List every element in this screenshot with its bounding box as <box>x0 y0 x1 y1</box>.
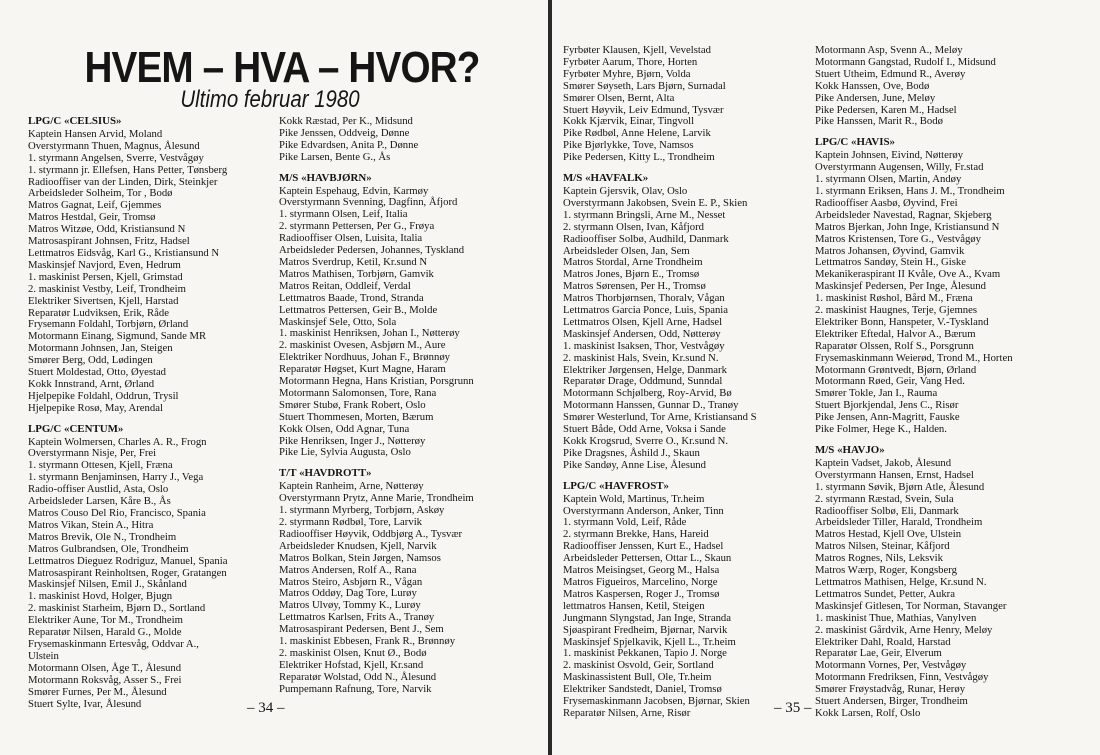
crew-entry: Matros Andersen, Rolf A., Rana <box>279 563 417 576</box>
column-1 <box>28 116 227 710</box>
crew-entry: 2. maskinist Ovesen, Asbjørn M., Aure <box>279 339 446 352</box>
crew-entry: Arbeidsleder Pedersen, Johannes, Tyskland <box>279 244 465 257</box>
ship-section <box>815 445 1013 720</box>
ship-heading: LPG/C «HAVIS» <box>815 136 895 149</box>
crew-entry: Lettmatros Eidsvåg, Karl G., Kristiansund N <box>28 246 220 259</box>
ship-heading: LPG/C «CENTUM» <box>28 422 124 435</box>
crew-entry: Frysemaskinmann Ertesvåg, Oddvar A., <box>28 637 199 650</box>
crew-entry: Kaptein Johnsen, Eivind, Nøtterøy <box>815 149 964 162</box>
crew-entry: Radiooffiser van der Linden, Dirk, Steinkjer <box>28 175 218 188</box>
ship-section <box>815 45 1013 128</box>
crew-entry: Lettmatros Pettersen, Geir B., Molde <box>279 303 438 316</box>
crew-entry: 1. styrmann Søvik, Bjørn Atle, Ålesund <box>815 480 985 493</box>
crew-entry: Motormann Grøntvedt, Bjørn, Ørland <box>815 363 977 376</box>
crew-entry: Lettmatros Sundet, Petter, Aukra <box>815 587 955 600</box>
crew-entry: Lettmatros Sandøy, Stein H., Giske <box>815 256 966 269</box>
crew-entry: 2. maskinist Gårdvik, Arne Henry, Meløy <box>815 623 993 636</box>
crew-entry: Pike Andersen, June, Meløy <box>815 91 936 104</box>
crew-entry: Elektriker Sandstedt, Daniel, Tromsø <box>563 683 722 696</box>
crew-entry: Elektriker Aune, Tor M., Trondheim <box>28 614 183 627</box>
crew-entry: Elektriker Sivertsen, Kjell, Harstad <box>28 294 179 307</box>
crew-entry: Fyrbøter Aarum, Thore, Horten <box>563 55 698 68</box>
crew-entry: Jungmann Slyngstad, Jan Inge, Stranda <box>563 611 732 624</box>
crew-entry: Stuert Andersen, Birger, Trondheim <box>815 695 968 708</box>
crew-entry: Overstyrmann Nisje, Per, Frei <box>28 447 157 460</box>
crew-entry: 2. maskinist Olsen, Knut Ø., Bodø <box>279 646 427 659</box>
crew-entry: Matros Oddøy, Dag Tore, Lurøy <box>279 587 417 600</box>
crew-entry: 2. maskinist Haugnes, Terje, Gjemnes <box>815 304 978 317</box>
crew-entry: Radiooffiser Jenssen, Kurt E., Hadsel <box>563 540 724 553</box>
crew-entry: Pike Rødbøl, Anne Helene, Larvik <box>563 127 711 140</box>
crew-entry: Pike Pedersen, Kitty L., Trondheim <box>563 151 715 164</box>
ship-section <box>28 116 227 415</box>
crew-entry: Lettmatros Olsen, Kjell Arne, Hadsel <box>563 315 723 328</box>
crew-entry: Kaptein Vadset, Jakob, Ålesund <box>815 456 952 469</box>
crew-entry: Matros Witzøe, Odd, Kristiansund N <box>28 223 186 236</box>
crew-entry: Matros Mathisen, Torbjørn, Gamvik <box>279 267 434 280</box>
crew-entry: Pike Dragsnes, Åshild J., Skaun <box>563 446 700 459</box>
crew-entry: 2. maskinist Osvold, Geir, Sortland <box>563 659 714 672</box>
crew-entry: Matros Bolkan, Stein Jørgen, Namsos <box>279 551 441 564</box>
crew-entry: 1. maskinist Hovd, Holger, Bjugn <box>28 590 173 603</box>
crew-entry: Motormann Asp, Svenn A., Meløy <box>815 44 963 56</box>
crew-entry: Matros Vikan, Stein A., Hitra <box>28 518 154 531</box>
crew-entry: Raparatør Olssen, Rolf S., Porsgrunn <box>815 339 974 352</box>
crew-entry: Arbeidsleder Olsen, Jan, Sem <box>563 244 690 257</box>
crew-entry: Maskinsjef Spjelkavik, Kjell L., Tr.heim <box>563 635 736 648</box>
column-3 <box>563 45 757 720</box>
crew-entry: Matros Thorbjørnsen, Thoralv, Vågan <box>563 292 725 305</box>
crew-entry: Pumpemann Rafnung, Tore, Narvik <box>279 682 432 695</box>
right-page <box>552 0 1100 755</box>
crew-entry: Matros Bjerkan, John Inge, Kristiansund N <box>815 220 1000 233</box>
crew-entry: Matros Hestdal, Geir, Tromsø <box>28 211 156 224</box>
crew-entry: Stuert Både, Odd Arne, Voksa i Sande <box>563 423 726 436</box>
ship-section <box>563 481 757 720</box>
crew-entry: 1. styrmann Benjaminsen, Harry J., Vega <box>28 471 204 484</box>
crew-entry: Overstyrmann Anderson, Anker, Tinn <box>563 504 724 517</box>
crew-entry: Smører Stubø, Frank Robert, Oslo <box>279 398 426 411</box>
crew-entry: Matros Steiro, Asbjørn R., Vågan <box>279 575 423 588</box>
crew-entry: Kaptein Gjersvik, Olav, Oslo <box>563 184 688 197</box>
crew-entry: Elektriker Jørgensen, Helge, Danmark <box>563 363 727 376</box>
crew-entry: Motormann Røed, Geir, Vang Hed. <box>815 375 965 388</box>
ship-section <box>815 137 1013 436</box>
crew-entry: Matrosaspirant Pedersen, Bent J., Sem <box>279 623 444 636</box>
crew-entry: 1. maskinist Persen, Kjell, Grimstad <box>28 270 183 283</box>
crew-entry: Overstyrmann Svenning, Dagfinn, Åfjord <box>279 196 458 209</box>
crew-entry: Smører Olsen, Bernt, Alta <box>563 91 675 104</box>
column-2 <box>279 116 474 696</box>
crew-entry: Kaptein Ranheim, Arne, Nøtterøy <box>279 480 424 493</box>
crew-entry: Stuert Sylte, Ivar, Ålesund <box>28 697 142 710</box>
crew-entry: Matros Sørensen, Per H., Tromsø <box>563 280 706 293</box>
crew-entry: Arbeidsleder Knudsen, Kjell, Narvik <box>279 539 437 552</box>
crew-entry: Lettmatros Dieguez Rodriguz, Manuel, Spania <box>28 554 228 567</box>
crew-entry: Motormann Johnsen, Jan, Steigen <box>28 342 173 355</box>
ship-section <box>563 173 757 472</box>
crew-entry: 1. maskinist Røshol, Bård M., Fræna <box>815 292 973 305</box>
crew-entry: Smører Søyseth, Lars Bjørn, Surnadal <box>563 79 726 92</box>
crew-entry: Kokk Larsen, Rolf, Oslo <box>815 706 921 719</box>
crew-entry: Arbeidsleder Solheim, Tor , Bodø <box>28 187 173 200</box>
crew-entry: Elektriker Dahl, Roald, Harstad <box>815 635 951 648</box>
crew-entry: 2. styrmann Pettersen, Per G., Frøya <box>279 220 435 233</box>
crew-entry: Kaptein Espehaug, Edvin, Karmøy <box>279 184 429 197</box>
crew-entry: Stuert Høyvik, Leiv Edmund, Tysvær <box>563 103 724 116</box>
crew-entry: Reparatør Nilsen, Harald G., Molde <box>28 626 182 639</box>
crew-entry: Matros Kristensen, Tore G., Vestvågøy <box>815 232 981 245</box>
crew-entry: Matros Jones, Bjørn E., Tromsø <box>563 268 700 281</box>
crew-entry: Elektriker Eftedal, Halvor A., Bærum <box>815 327 976 340</box>
crew-entry: Matrosaspirant Reinholtsen, Roger, Gratangen <box>28 566 227 579</box>
crew-entry: Motormann Fredriksen, Finn, Vestvågøy <box>815 671 989 684</box>
crew-entry: Elektriker Bonn, Hanspeter, V.-Tyskland <box>815 315 989 328</box>
page-number-right: – 35 – <box>774 700 812 716</box>
crew-entry: 1. maskinist Ebbesen, Frank R., Brønnøy <box>279 635 456 648</box>
crew-entry: 1. styrmann Eriksen, Hans J. M., Trondheim <box>815 184 1005 197</box>
ship-section <box>279 468 474 695</box>
crew-entry: Reparatør Høgset, Kurt Magne, Haram <box>279 363 446 376</box>
ship-heading: M/S «HAVJO» <box>815 444 885 456</box>
crew-entry: Matros Stordal, Arne Trondheim <box>563 256 703 269</box>
crew-entry: Radiooffiser Solbø, Audhild, Danmark <box>563 232 729 245</box>
crew-entry: Pike Jenssen, Oddveig, Dønne <box>279 126 410 139</box>
crew-entry: Kokk Kjærvik, Einar, Tingvoll <box>563 115 695 128</box>
crew-entry: Pike Bjørlykke, Tove, Namsos <box>563 139 694 152</box>
crew-entry: Frysemann Foldahl, Torbjørn, Ørland <box>28 318 189 331</box>
crew-entry: 1. styrmann Bringsli, Arne M., Nesset <box>563 208 726 221</box>
crew-entry: Matros Johansen, Øyvind, Gamvik <box>815 244 965 257</box>
crew-entry: Kokk Olsen, Odd Agnar, Tuna <box>279 422 410 435</box>
crew-entry: Pike Folmer, Hege K., Halden. <box>815 423 947 436</box>
ship-section <box>279 173 474 460</box>
crew-entry: Pike Jensen, Ann-Magritt, Fauske <box>815 411 960 424</box>
crew-entry: Radiooffiser Aasbø, Øyvind, Frei <box>815 196 958 209</box>
crew-entry: 2. maskinist Vestby, Leif, Trondheim <box>28 282 186 295</box>
crew-entry: 1. maskinist Isaksen, Thor, Vestvågøy <box>563 339 725 352</box>
crew-entry: Matros Kaspersen, Roger J., Tromsø <box>563 587 720 600</box>
crew-entry: Hjelpepike Foldahl, Oddrun, Trysil <box>28 389 179 402</box>
crew-entry: Pike Edvardsen, Anita P., Dønne <box>279 138 419 151</box>
ship-section <box>279 116 474 164</box>
crew-entry: Elektriker Hofstad, Kjell, Kr.sand <box>279 658 424 671</box>
crew-entry: Matros Brevik, Ole N., Trondheim <box>28 530 177 543</box>
crew-entry: Reparatør Drage, Oddmund, Sunndal <box>563 375 723 388</box>
crew-entry: Motormann Olsen, Åge T., Ålesund <box>28 661 182 674</box>
crew-entry: Lettmatros Karlsen, Frits A., Tranøy <box>279 611 435 624</box>
crew-entry: 1. styrmann Myrberg, Torbjørn, Askøy <box>279 504 445 517</box>
crew-entry: Maskinassistent Bull, Ole, Tr.heim <box>563 671 712 684</box>
crew-entry: Fyrbøter Klausen, Kjell, Vevelstad <box>563 44 711 56</box>
crew-entry: Reparatør Nilsen, Arne, Risør <box>563 706 691 719</box>
crew-entry: Hjelpepike Rosø, May, Arendal <box>28 401 163 414</box>
crew-entry: Maskinsjef Sele, Otto, Sola <box>279 315 397 328</box>
crew-entry: Matros Couso Del Rio, Francisco, Spania <box>28 507 206 519</box>
page-subtitle: Ultimo februar 1980 <box>180 86 360 113</box>
crew-entry: Kokk Krogsrud, Sverre O., Kr.sund N. <box>563 435 729 447</box>
crew-entry: 2. styrmann Brekke, Hans, Hareid <box>563 528 709 541</box>
crew-entry: Matros Figueiros, Marcelino, Norge <box>563 575 718 588</box>
crew-entry: Kokk Innstrand, Arnt, Ørland <box>28 377 155 390</box>
crew-entry: Smører Berg, Odd, Lødingen <box>28 354 153 367</box>
crew-entry: Matros Sverdrup, Ketil, Kr.sund N <box>279 255 428 268</box>
crew-entry: Matros Gulbrandsen, Ole, Trondheim <box>28 542 189 555</box>
crew-entry: Kaptein Wolmersen, Charles A. R., Frogn <box>28 435 207 448</box>
crew-entry: Arbeidsleder Larsen, Kåre B., Ås <box>28 495 171 508</box>
crew-entry: Maskinsjef Andersen, Odd, Nøtterøy <box>563 327 721 340</box>
crew-entry: Motormann Hanssen, Gunnar D., Tranøy <box>563 399 739 412</box>
crew-entry: Overstyrmann Prytz, Anne Marie, Trondheim <box>279 492 474 505</box>
crew-entry: Matros Rognes, Nils, Leksvik <box>815 552 943 565</box>
crew-entry: Reparatør Wolstad, Odd N., Ålesund <box>279 670 437 683</box>
crew-entry: Matros Reitan, Oddleif, Verdal <box>279 279 411 292</box>
crew-entry: Matros Gagnat, Leif, Gjemmes <box>28 199 162 212</box>
crew-entry: Pike Pedersen, Karen M., Hadsel <box>815 103 957 116</box>
page-number-left: – 34 – <box>247 700 285 716</box>
crew-entry: Lettmatros Garcia Ponce, Luis, Spania <box>563 304 729 317</box>
crew-entry: Stuert Moldestad, Otto, Øyestad <box>28 366 167 379</box>
crew-entry: Overstyrmann Augensen, Willy, Fr.stad <box>815 161 984 174</box>
crew-entry: Pike Sandøy, Anne Lise, Ålesund <box>563 458 706 471</box>
ship-heading: M/S «HAVBJØRN» <box>279 171 372 184</box>
crew-entry: Radiooffiser Olsen, Luisita, Italia <box>279 232 423 245</box>
crew-entry: Lettmatros Mathisen, Helge, Kr.sund N. <box>815 575 987 588</box>
crew-entry: Arbeidsleder Tiller, Harald, Trondheim <box>815 516 983 529</box>
crew-entry: Mekanikeraspirant II Kvåle, Ove A., Kvam <box>815 268 1001 281</box>
crew-entry: Kaptein Wold, Martinus, Tr.heim <box>563 492 705 505</box>
crew-entry: Maskinsjef Gitlesen, Tor Norman, Stavanger <box>815 599 1007 612</box>
crew-entry: Pike Hanssen, Marit R., Bodø <box>815 115 943 128</box>
crew-entry: Reparatør Lae, Geir, Elverum <box>815 647 942 660</box>
crew-entry: Pike Lie, Sylvia Augusta, Oslo <box>279 446 411 459</box>
crew-entry: Frysemaskinmann Jacobsen, Bjørnar, Skien <box>563 695 750 708</box>
crew-entry: Maskinsjef Navjord, Even, Hedrum <box>28 258 181 271</box>
crew-entry: Motormann Schjølberg, Roy-Arvid, Bø <box>563 387 732 400</box>
crew-entry: 2. styrmann Ræstad, Svein, Sula <box>815 492 954 505</box>
crew-entry: Ulstein <box>28 649 59 662</box>
crew-entry: Lettmatros Baade, Trond, Stranda <box>279 291 424 304</box>
crew-entry: Stuert Thommesen, Morten, Bærum <box>279 410 434 423</box>
crew-entry: 1. styrmann Ottesen, Kjell, Fræna <box>28 459 173 472</box>
crew-entry: Matros Wærp, Roger, Kongsberg <box>815 564 957 577</box>
crew-entry: Maskinsjef Pedersen, Per Inge, Ålesund <box>815 280 986 293</box>
crew-entry: 1. styrmann Olsen, Leif, Italia <box>279 208 408 221</box>
crew-entry: 2. styrmann Rødbøl, Tore, Larvik <box>279 516 423 528</box>
ship-heading: T/T «HAVDROTT» <box>279 467 372 480</box>
crew-entry: Motormann Einang, Sigmund, Sande MR <box>28 330 207 343</box>
crew-entry: Kokk Ræstad, Per K., Midsund <box>279 115 413 127</box>
crew-entry: Matros Nilsen, Steinar, Kåfjord <box>815 540 950 553</box>
ship-heading: M/S «HAVFALK» <box>563 172 649 185</box>
crew-entry: Overstyrmann Thuen, Magnus, Ålesund <box>28 139 200 152</box>
crew-entry: Stuert Bjorkjendal, Jens C., Risør <box>815 399 959 412</box>
crew-entry: 1. maskinist Pekkanen, Tapio J. Norge <box>563 647 727 660</box>
crew-entry: Arbeidsleder Pettersen, Ottar L., Skaun <box>563 552 732 565</box>
crew-entry: lettmatros Hansen, Ketil, Steigen <box>563 599 705 612</box>
crew-entry: 1. styrmann Angelsen, Sverre, Vestvågøy <box>28 151 204 164</box>
crew-entry: 2. maskinist Hals, Svein, Kr.sund N. <box>563 351 719 364</box>
crew-entry: Arbeidsleder Navestad, Ragnar, Skjeberg <box>815 208 992 221</box>
crew-entry: 2. maskinist Starheim, Bjørn D., Sortland <box>28 602 206 615</box>
crew-entry: Elektriker Nordhuus, Johan F., Brønnøy <box>279 351 451 364</box>
crew-entry: Motormann Gangstad, Rudolf I., Midsund <box>815 55 996 68</box>
crew-entry: Motormann Hegna, Hans Kristian, Porsgrunn <box>279 375 474 388</box>
crew-entry: Pike Larsen, Bente G., Ås <box>279 150 391 163</box>
crew-entry: Matrosaspirant Johnsen, Fritz, Hadsel <box>28 235 190 248</box>
ship-section <box>563 45 757 164</box>
crew-entry: Smører Frøystadvåg, Runar, Herøy <box>815 683 966 696</box>
crew-entry: Radio-offiser Austlid, Asta, Oslo <box>28 483 169 496</box>
crew-entry: Motormann Roksvåg, Asser S., Frei <box>28 673 182 686</box>
column-4 <box>815 45 1013 720</box>
crew-entry: 1. styrmann jr. Ellefsen, Hans Petter, Tønsberg <box>28 163 228 176</box>
crew-entry: Motormann Salomonsen, Tore, Rana <box>279 386 437 399</box>
crew-entry: Pike Henriksen, Inger J., Nøtterøy <box>279 434 426 447</box>
page-title: HVEM – HVA – HVOR? <box>84 43 480 92</box>
crew-entry: 2. styrmann Olsen, Ivan, Kåfjord <box>563 220 704 233</box>
crew-entry: Overstyrmann Jakobsen, Svein E. P., Skien <box>563 196 748 209</box>
crew-entry: Frysemaskinmann Weierød, Trond M., Horten <box>815 351 1013 364</box>
crew-entry: Matros Hestad, Kjell Ove, Ulstein <box>815 528 962 541</box>
ship-heading: LPG/C «HAVFROST» <box>563 479 669 492</box>
crew-entry: Smører Furnes, Per M., Ålesund <box>28 685 167 698</box>
ship-heading: LPG/C «CELSIUS» <box>28 115 122 127</box>
crew-entry: Matros Ulvøy, Tommy K., Lurøy <box>279 599 421 612</box>
crew-entry: Radiooffiser Solbø, Eli, Danmark <box>815 504 959 517</box>
crew-entry: 1. styrmann Vold, Leif, Råde <box>563 516 687 529</box>
crew-entry: 1. styrmann Olsen, Martin, Andøy <box>815 173 962 186</box>
crew-entry: Maskinsjef Nilsen, Emil J., Skånland <box>28 578 187 591</box>
crew-entry: Radiooffiser Høyvik, Oddbjørg A., Tysvær <box>279 527 463 540</box>
ship-section <box>28 424 227 711</box>
crew-entry: Overstyrmann Hansen, Ernst, Hadsel <box>815 468 974 481</box>
left-page <box>0 0 548 755</box>
crew-entry: 1. maskinist Henriksen, Johan I., Nøtterøy <box>279 327 460 340</box>
crew-entry: Smører Tokle, Jan I., Rauma <box>815 387 938 400</box>
crew-entry: Stuert Utheim, Edmund R., Averøy <box>815 67 966 80</box>
crew-entry: Kokk Hanssen, Ove, Bodø <box>815 79 930 92</box>
crew-entry: Motormann Vornes, Per, Vestvågøy <box>815 659 967 672</box>
crew-entry: Kaptein Hansen Arvid, Moland <box>28 127 163 140</box>
crew-entry: Smører Westerlund, Tor Arne, Kristiansand S <box>563 411 757 424</box>
crew-entry: Sjøaspirant Fredheim, Bjørnar, Narvik <box>563 623 728 636</box>
crew-entry: Matros Meisingset, Georg M., Halsa <box>563 564 720 577</box>
crew-entry: Fyrbøter Myhre, Bjørn, Volda <box>563 67 691 80</box>
crew-entry: Reparatør Ludviksen, Erik, Råde <box>28 306 169 319</box>
crew-entry: 1. maskinist Thue, Mathias, Vanylven <box>815 611 977 624</box>
